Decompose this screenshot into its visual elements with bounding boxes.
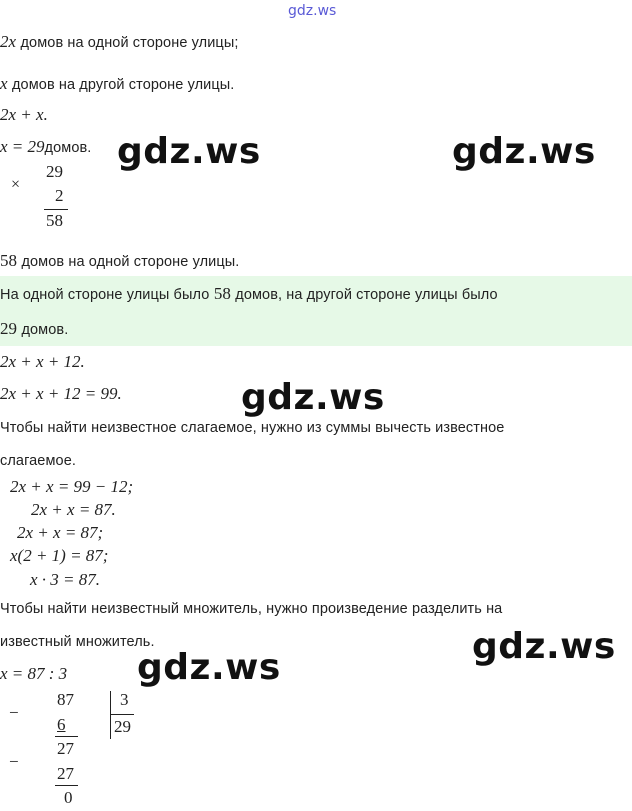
division-quotient: 29 <box>114 717 131 736</box>
equation-3: 2x + x = 87; <box>17 523 104 542</box>
line-7-expr: 2x + x + 12 = 99. <box>0 384 122 403</box>
rule-1-line-2: слагаемое. <box>0 453 76 469</box>
line-5 <box>0 251 239 271</box>
line-2 <box>0 74 234 94</box>
watermark: gdz.ws <box>472 626 616 667</box>
math-expr: x = 29 <box>0 137 45 156</box>
rule-2-line-2: известный множитель. <box>0 634 155 650</box>
answer-line-1 <box>0 284 498 304</box>
division-divisor: 3 <box>120 690 129 709</box>
mult-top: 29 <box>46 162 63 181</box>
watermark: gdz.ws <box>137 647 281 688</box>
division-subtrahend-2: 27 <box>57 764 74 783</box>
number: 29 <box>0 319 17 338</box>
equation-5: x · 3 = 87. <box>30 570 101 589</box>
text: домов. <box>21 322 69 338</box>
answer-line-2 <box>0 319 68 339</box>
text: домов на одной стороне улицы. <box>21 254 240 270</box>
line-4 <box>0 137 91 157</box>
watermark: gdz.ws <box>241 377 385 418</box>
mult-rule <box>44 209 68 210</box>
text: домов на одной стороне улицы; <box>20 35 239 51</box>
line-3-expr: 2x + x. <box>0 105 48 124</box>
math-expr: 58 <box>0 251 17 270</box>
mult-sign: × <box>11 176 21 193</box>
mult-result: 58 <box>46 211 63 230</box>
mult-bottom: 2 <box>55 186 64 205</box>
division-dividend: 87 <box>57 690 74 709</box>
division-rule-1 <box>55 736 78 737</box>
text: домов, на другой стороне улицы было <box>235 287 498 303</box>
watermark-top: gdz.ws <box>288 3 337 19</box>
equation-2: 2x + x = 87. <box>31 500 116 519</box>
line-1 <box>0 32 238 52</box>
line-6-expr: 2x + x + 12. <box>0 352 85 371</box>
math-expr: x <box>0 74 8 93</box>
division-bracket-horizontal <box>110 714 134 715</box>
number: 58 <box>213 284 231 303</box>
watermark: gdz.ws <box>117 131 261 172</box>
division-subtrahend-1: 6 <box>57 715 66 734</box>
math-expr: 2x <box>0 32 17 51</box>
division-rule-2 <box>55 785 78 786</box>
text: На одной стороне улицы было <box>0 287 210 303</box>
division-minus-1: − <box>9 703 19 722</box>
equation-4: x(2 + 1) = 87; <box>10 546 109 565</box>
text: домов. <box>44 140 92 156</box>
rule-2-line-1: Чтобы найти неизвестный множитель, нужно произведение разделить на <box>0 601 503 617</box>
equation-1: 2x + x = 99 − 12; <box>10 477 134 496</box>
text: домов на другой стороне улицы. <box>12 77 235 93</box>
division-minus-2: − <box>9 752 19 771</box>
division-remainder-1: 27 <box>57 739 74 758</box>
watermark: gdz.ws <box>452 131 596 172</box>
division-bracket-vertical <box>110 691 111 739</box>
rule-1-line-1: Чтобы найти неизвестное слагаемое, нужно из суммы вычесть известное <box>0 420 505 436</box>
division-remainder-2: 0 <box>64 788 73 807</box>
line-8-expr: x = 87 : 3 <box>0 664 68 683</box>
